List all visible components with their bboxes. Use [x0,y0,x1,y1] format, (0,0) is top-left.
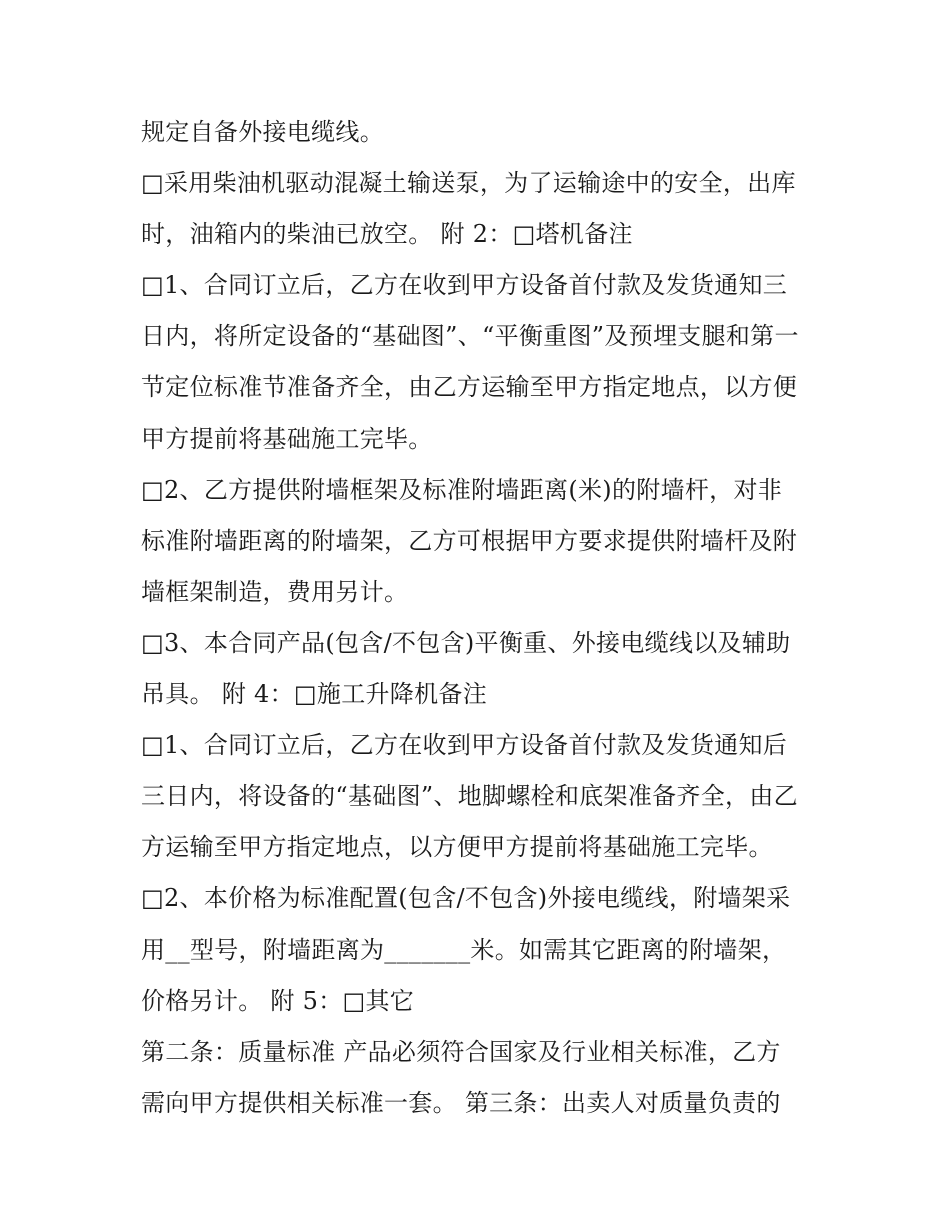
text-line: 甲方提前将基础施工完毕。 [141,424,433,453]
text-line: 时，油箱内的柴油已放空。 附 2：□塔机备注 [141,220,633,249]
text-line: 价格另计。 附 5：□其它 [141,986,415,1015]
text-line: 日内，将所定设备的“基础图”、“平衡重图”及预埋支腿和第一 [141,322,799,351]
text-line: □3、本合同产品(包含/不包含)平衡重、外接电缆线以及辅助 [141,628,791,657]
text-line: 标准附墙距离的附墙架，乙方可根据甲方要求提供附墙杆及附 [141,526,798,555]
text-line: □2、本价格为标准配置(包含/不包含)外接电缆线，附墙架采 [141,884,791,913]
document-body [141,107,821,1129]
text-line: 第二条：质量标准 产品必须符合国家及行业相关标准，乙方 [141,1037,781,1066]
text-line: □2、乙方提供附墙框架及标准附墙距离(米)的附墙杆，对非 [141,475,783,504]
text-line: □采用柴油机驱动混凝土输送泵，为了运输途中的安全，出库 [141,169,796,198]
text-line: 用__型号，附墙距离为_______米。如需其它距离的附墙架， [141,935,787,964]
text-line: 规定自备外接电缆线。 [141,118,384,146]
text-line: □1、合同订立后，乙方在收到甲方设备首付款及发货通知后 [141,731,788,760]
text-line: 三日内，将设备的“基础图”、地脚螺栓和底架准备齐全，由乙 [141,782,798,811]
text-line: 方运输至甲方指定地点，以方便甲方提前将基础施工完毕。 [141,833,773,862]
text-line: □1、合同订立后，乙方在收到甲方设备首付款及发货通知三 [141,271,788,300]
text-line: 墙框架制造，费用另计。 [141,577,409,606]
text-line: 需向甲方提供相关标准一套。 第三条：出卖人对质量负责的 [141,1088,781,1117]
text-line: 吊具。 附 4：□施工升降机备注 [141,680,488,709]
text-line: 节定位标准节准备齐全，由乙方运输至甲方指定地点，以方便 [141,373,798,402]
